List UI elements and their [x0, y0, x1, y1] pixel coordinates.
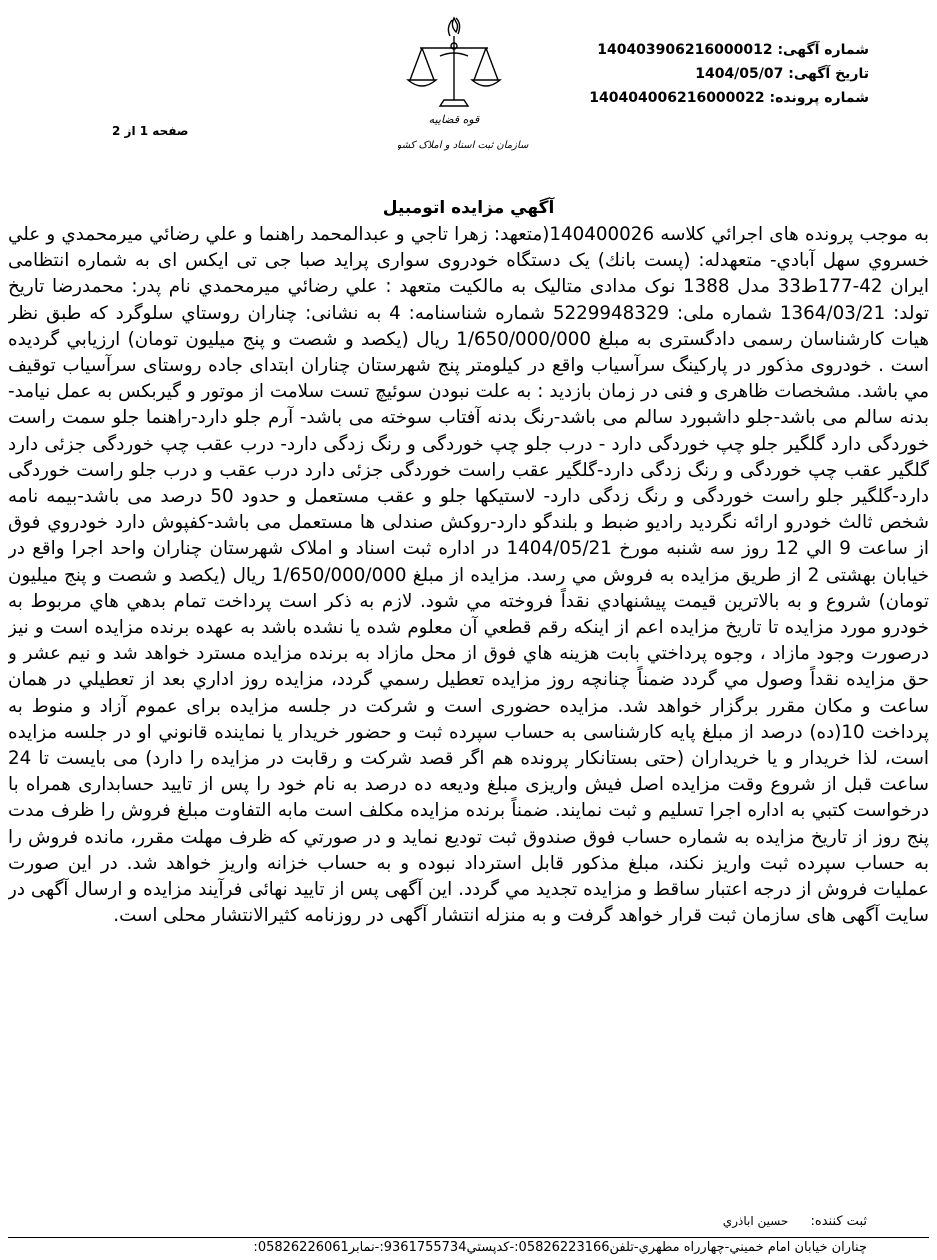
emblem-org-line2: سازمان ثبت اسناد و املاک کشور	[398, 140, 529, 151]
case-number-row	[569, 86, 869, 110]
case-number: 140404006216000022	[589, 90, 765, 106]
footer-address: چناران خيابان امام خميني-چهارراه مطهري-تلفن05826223166:-کدپستي9361755734:-نمابر05826226061:	[253, 1240, 867, 1255]
page-number: صفحه 1 از 2	[112, 124, 189, 138]
case-number-label: شماره پرونده:	[769, 90, 869, 106]
ad-number-label: شماره آگهی:	[777, 42, 869, 58]
body-text: به موجب پرونده های اجرائي کلاسه 140400026(متعهد: زهرا تاجي و عبدالمحمد راهنما و علي رضائي ميرمحمدي و علي خسروي سهل آبادي- متعهدله: (پست بانك) يک دستگاه خودروی سواری پراید صبا جی تی ایکس ای به شماره انتظامی ایران 42-177ط33 مدل 1388 نوک مدادی متالیک به مالکیت متعهد : علي رضائي ميرمحمدي نام پدر: محمدرضا تاریخ تولد: 1364/03/21 شماره ملی: 5229948329 شماره شناسنامه: 4 به نشانی: چناران روستاي سلوگرد که طبق نظر هيات كارشناسان رسمی دادگستری به مبلغ 1/650/000/000 ريال (يکصد و شصت و پنج ميليون تومان) ارزيابي گرديده است . خودروی مذکور در پارکینگ سرآسیاب واقع در کیلومتر پنج شهرستان چناران ابتدای جاده روستای سرآسیاب توقیف مي باشد. مشخصات ظاهری و فنی در زمان بازدید : به علت نبودن سوئیچ تست سلامت از موتور و گیربکس به عمل نیامد-بدنه سالم می باشد-جلو داشبورد سالم می باشد-رنگ بدنه آفتاب سوخته می باشد- آرم جلو دارد-راهنما جلو سمت راست خوردگی دارد گلگیر جلو چپ خوردگی دارد - درب جلو چپ خوردگی و رنگ زدگی دارد- درب عقب چپ خوردگی جزئی دارد گلگیر عقب چپ خوردگی و رنگ زدگی دارد-گلگیر عقب راست خوردگی جزئی دارد درب عقب و درب جلو راست خوردگی دارد-گلگیر جلو راست خوردگی و رنگ زدگی دارد- لاستیکها جلو و عقب مستعمل و حدود 50 درصد می باشد-بیمه نامه شخص ثالث خودرو ارائه نگردید رادیو ضبط و بلندگو دارد-روکش صندلی ها مستعمل می باشد-کفپوش دارد خودروي فوق از ساعت 9 الي 12 روز سه شنبه مورخ 1404/05/21 در اداره ثبت اسناد و املاک شهرستان چناران واحد اجرا واقع در خیابان بهشتی 2 از طريق مزايده به فروش مي رسد. مزايده از مبلغ 1/650/000/000 ريال (يکصد و شصت و پنج ميليون تومان) شروع و به بالاترين قيمت پيشنهادي نقداً فروخته مي شود. لازم به ذکر است پرداخت تمام بدهي هاي مربوط به خودرو مورد مزايده تا تاريخ مزايده اعم از اينکه رقم قطعي آن معلوم شده يا نشده باشد به عهده برنده مزايده است و نيز درصورت وجود مازاد ، وجوه پرداختي بابت هزينه هاي فوق از محل مازاد به برنده مزايده مسترد خواهد شد و نيم عشر و حق مزايده نقداً وصول مي گردد ضمناً چنانچه روز مزايده تعطيل رسمي گردد، مزايده روز اداري بعد از تعطيلي در همان ساعت و مکان مقرر برگزار خواهد شد. مزایده حضوری است و شرکت در جلسه مزایده برای عموم آزاد و منوط به پرداخت 10(ده) درصد از مبلغ پایه کارشناسی به حساب سپرده ثبت و حضور خريدار يا نماينده قانوني او در جلسه مزايده است، لذا خریدار و یا خریداران (حتی بستانکار پرونده هم اگر قصد شرکت و رقابت در مزایده را دارد) می بایست تا 24 ساعت قبل از شروع وقت مزایده اصل فیش واریزی مبلغ ودیعه ده درصد به نام خود را پس از تایید حسابداری همراه با درخواست کتبي به اداره اجرا تسليم و ثبت نمايند. ضمناً برنده مزايده مکلف است مابه التفاوت مبلغ فروش را ظرف مدت پنج روز از تاریخ مزایده به شماره حساب فوق صندوق ثبت توديع نمايد و در صورتي که ظرف مهلت مقرر، مانده فروش را به حساب سپرده ثبت واريز نکند، مبلغ مذکور قابل استرداد نبوده و به حساب خزانه واريز خواهد شد. در اين صورت عمليات فروش از درجه اعتبار ساقط و مزايده تجديد مي گردد. این آگهی پس از تایید نهائی فرآیند مزایده و ارسال آگهی در سایت آگهی های سازمان ثبت قرار خواهد گرفت و به منزله انتشار آگهی در روزنامه کثیرالانتشار محلی است.	[8, 224, 929, 927]
ad-number-row	[569, 38, 869, 62]
emblem-org-line1: قوه قضاییه	[428, 113, 480, 126]
judiciary-scales-emblem-icon	[398, 8, 568, 158]
document-title: آگهي مزايده اتومبيل	[382, 198, 555, 218]
ad-number: 140403906216000012	[597, 42, 773, 58]
footer-divider	[8, 1237, 929, 1238]
ad-date-label: تاریخ آگهی:	[788, 66, 869, 82]
header-info	[569, 38, 869, 110]
registrar-label: ثبت کننده:	[810, 1214, 867, 1229]
ad-date: 1404/05/07	[695, 66, 784, 82]
registrar	[723, 1214, 867, 1229]
registrar-name: حسين اباذري	[722, 1214, 789, 1228]
ad-date-row	[569, 62, 869, 86]
